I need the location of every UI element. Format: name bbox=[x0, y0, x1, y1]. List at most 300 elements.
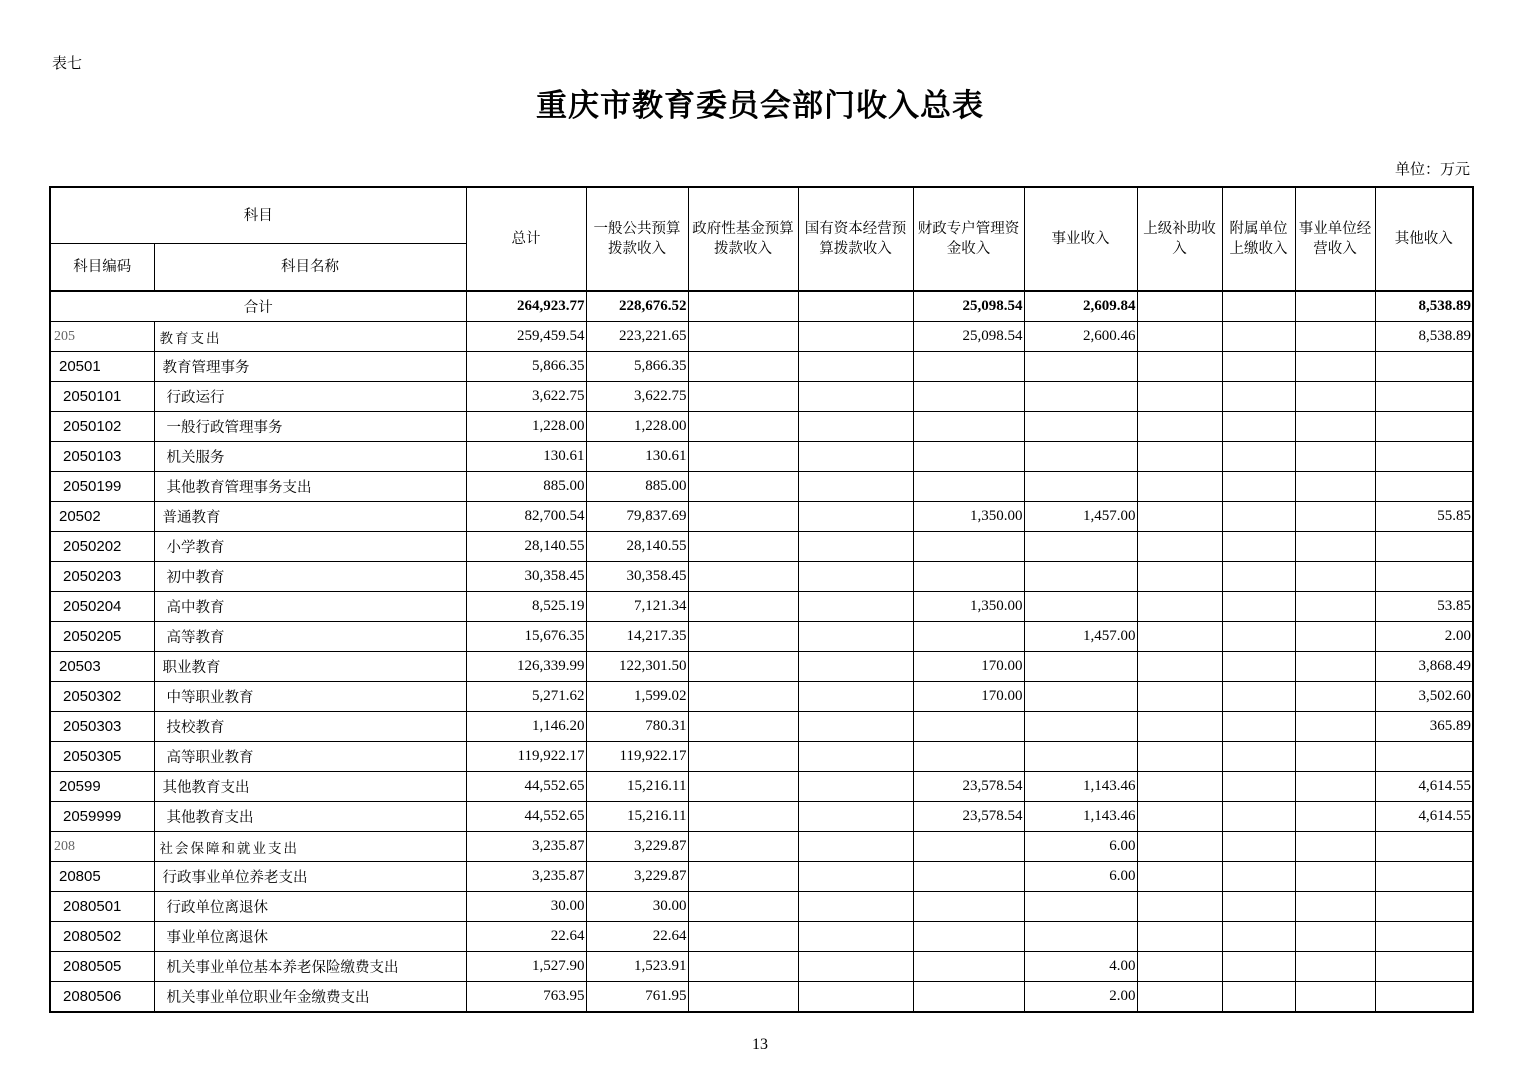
table-row bbox=[50, 442, 1473, 472]
value-cell: 5,271.62 bbox=[466, 682, 586, 712]
subject-code: 2050302 bbox=[50, 682, 154, 712]
value-cell bbox=[1222, 382, 1295, 412]
value-cell: 7,121.34 bbox=[586, 592, 688, 622]
value-cell: 15,216.11 bbox=[586, 772, 688, 802]
value-cell bbox=[798, 832, 913, 862]
value-cell bbox=[1295, 742, 1375, 772]
table-row bbox=[50, 562, 1473, 592]
value-cell bbox=[1222, 982, 1295, 1013]
value-cell bbox=[1375, 982, 1473, 1013]
value-cell: 15,216.11 bbox=[586, 802, 688, 832]
value-cell bbox=[1137, 322, 1222, 352]
value-cell bbox=[688, 562, 798, 592]
header-col-affiliated-units: 附属单位上缴收入 bbox=[1222, 187, 1295, 291]
value-cell bbox=[1295, 382, 1375, 412]
value-cell bbox=[1295, 682, 1375, 712]
value-cell: 82,700.54 bbox=[466, 502, 586, 532]
value-cell bbox=[798, 652, 913, 682]
value-cell: 6.00 bbox=[1024, 832, 1137, 862]
subject-name: 高等职业教育 bbox=[154, 742, 466, 772]
value-cell bbox=[1375, 412, 1473, 442]
subject-code: 2080502 bbox=[50, 922, 154, 952]
value-cell bbox=[1295, 562, 1375, 592]
value-cell: 1,143.46 bbox=[1024, 772, 1137, 802]
value-cell bbox=[798, 532, 913, 562]
value-cell bbox=[913, 862, 1024, 892]
value-cell: 170.00 bbox=[913, 682, 1024, 712]
value-cell bbox=[1137, 472, 1222, 502]
value-cell: 119,922.17 bbox=[586, 742, 688, 772]
value-cell bbox=[798, 712, 913, 742]
value-cell bbox=[913, 742, 1024, 772]
subject-name: 机关服务 bbox=[154, 442, 466, 472]
unit-label: 单位：万元 bbox=[1394, 160, 1470, 178]
value-cell bbox=[1024, 892, 1137, 922]
value-cell bbox=[1137, 592, 1222, 622]
value-cell: 1,350.00 bbox=[913, 502, 1024, 532]
value-cell: 1,457.00 bbox=[1024, 502, 1137, 532]
subject-code: 2050204 bbox=[50, 592, 154, 622]
value-cell: 30.00 bbox=[586, 892, 688, 922]
value-cell bbox=[798, 802, 913, 832]
value-cell: 3,502.60 bbox=[1375, 682, 1473, 712]
value-cell bbox=[688, 352, 798, 382]
total-value bbox=[1222, 291, 1295, 322]
subject-code: 2050102 bbox=[50, 412, 154, 442]
value-cell: 1,350.00 bbox=[913, 592, 1024, 622]
table-row bbox=[50, 472, 1473, 502]
value-cell bbox=[1295, 442, 1375, 472]
value-cell bbox=[913, 472, 1024, 502]
total-value: 264,923.77 bbox=[466, 291, 586, 322]
value-cell bbox=[688, 742, 798, 772]
value-cell: 1,143.46 bbox=[1024, 802, 1137, 832]
value-cell bbox=[1137, 412, 1222, 442]
value-cell: 30,358.45 bbox=[586, 562, 688, 592]
income-summary-table bbox=[49, 186, 1474, 1013]
value-cell bbox=[688, 442, 798, 472]
subject-name: 小学教育 bbox=[154, 532, 466, 562]
table-label: 表七 bbox=[52, 54, 83, 72]
value-cell bbox=[1137, 622, 1222, 652]
value-cell bbox=[1137, 952, 1222, 982]
value-cell bbox=[798, 322, 913, 352]
subject-name: 教育支出 bbox=[154, 322, 466, 352]
value-cell bbox=[1222, 322, 1295, 352]
value-cell bbox=[798, 742, 913, 772]
value-cell bbox=[1137, 562, 1222, 592]
value-cell bbox=[1222, 622, 1295, 652]
value-cell bbox=[913, 922, 1024, 952]
table-row bbox=[50, 412, 1473, 442]
value-cell bbox=[688, 472, 798, 502]
header-col-other-income: 其他收入 bbox=[1375, 187, 1473, 291]
table-row bbox=[50, 922, 1473, 952]
value-cell: 761.95 bbox=[586, 982, 688, 1013]
value-cell bbox=[1222, 862, 1295, 892]
subject-code: 2050305 bbox=[50, 742, 154, 772]
table-row bbox=[50, 502, 1473, 532]
value-cell bbox=[1295, 322, 1375, 352]
value-cell bbox=[798, 472, 913, 502]
table-row bbox=[50, 382, 1473, 412]
value-cell bbox=[798, 352, 913, 382]
value-cell bbox=[1295, 472, 1375, 502]
value-cell bbox=[1375, 892, 1473, 922]
value-cell bbox=[1222, 472, 1295, 502]
value-cell bbox=[1222, 562, 1295, 592]
value-cell bbox=[1137, 772, 1222, 802]
subject-name: 普通教育 bbox=[154, 502, 466, 532]
value-cell: 5,866.35 bbox=[586, 352, 688, 382]
subject-code: 2050205 bbox=[50, 622, 154, 652]
value-cell bbox=[688, 412, 798, 442]
value-cell bbox=[1222, 772, 1295, 802]
table-row bbox=[50, 712, 1473, 742]
value-cell: 1,228.00 bbox=[466, 412, 586, 442]
value-cell bbox=[1222, 592, 1295, 622]
subject-code: 2080501 bbox=[50, 892, 154, 922]
subject-code: 2050199 bbox=[50, 472, 154, 502]
subject-code: 2050101 bbox=[50, 382, 154, 412]
subject-name: 行政运行 bbox=[154, 382, 466, 412]
value-cell: 130.61 bbox=[466, 442, 586, 472]
value-cell bbox=[1222, 742, 1295, 772]
value-cell: 122,301.50 bbox=[586, 652, 688, 682]
subject-name: 技校教育 bbox=[154, 712, 466, 742]
table-row bbox=[50, 982, 1473, 1013]
value-cell bbox=[913, 712, 1024, 742]
value-cell bbox=[1024, 382, 1137, 412]
value-cell bbox=[688, 892, 798, 922]
table-row bbox=[50, 862, 1473, 892]
value-cell bbox=[1024, 442, 1137, 472]
subject-code: 2080505 bbox=[50, 952, 154, 982]
table-row bbox=[50, 802, 1473, 832]
value-cell bbox=[798, 682, 913, 712]
value-cell bbox=[913, 892, 1024, 922]
value-cell: 4.00 bbox=[1024, 952, 1137, 982]
value-cell bbox=[1295, 982, 1375, 1013]
value-cell: 79,837.69 bbox=[586, 502, 688, 532]
value-cell bbox=[1222, 802, 1295, 832]
header-col-special-account: 财政专户管理资金收入 bbox=[913, 187, 1024, 291]
value-cell: 4,614.55 bbox=[1375, 772, 1473, 802]
total-value bbox=[1137, 291, 1222, 322]
table-row bbox=[50, 652, 1473, 682]
table-row bbox=[50, 682, 1473, 712]
value-cell: 8,525.19 bbox=[466, 592, 586, 622]
table-row bbox=[50, 892, 1473, 922]
header-col-superior-subsidy: 上级补助收入 bbox=[1137, 187, 1222, 291]
value-cell bbox=[1222, 502, 1295, 532]
subject-code: 2050303 bbox=[50, 712, 154, 742]
value-cell bbox=[688, 862, 798, 892]
total-value bbox=[688, 291, 798, 322]
value-cell bbox=[1137, 382, 1222, 412]
value-cell bbox=[798, 862, 913, 892]
value-cell bbox=[688, 322, 798, 352]
value-cell bbox=[1024, 682, 1137, 712]
value-cell bbox=[1137, 652, 1222, 682]
subject-name: 行政事业单位养老支出 bbox=[154, 862, 466, 892]
value-cell bbox=[1222, 532, 1295, 562]
value-cell bbox=[1137, 442, 1222, 472]
value-cell bbox=[1295, 712, 1375, 742]
value-cell: 1,228.00 bbox=[586, 412, 688, 442]
value-cell bbox=[1295, 532, 1375, 562]
value-cell bbox=[1375, 742, 1473, 772]
header-row bbox=[50, 187, 1473, 244]
value-cell bbox=[1295, 592, 1375, 622]
value-cell: 1,146.20 bbox=[466, 712, 586, 742]
value-cell bbox=[1375, 472, 1473, 502]
value-cell bbox=[1024, 412, 1137, 442]
value-cell: 3,235.87 bbox=[466, 832, 586, 862]
value-cell: 3,622.75 bbox=[466, 382, 586, 412]
value-cell bbox=[1024, 352, 1137, 382]
value-cell: 885.00 bbox=[466, 472, 586, 502]
subject-code: 205 bbox=[50, 322, 154, 352]
subject-name: 教育管理事务 bbox=[154, 352, 466, 382]
value-cell bbox=[688, 592, 798, 622]
value-cell bbox=[1375, 922, 1473, 952]
value-cell bbox=[688, 382, 798, 412]
value-cell bbox=[1024, 742, 1137, 772]
value-cell bbox=[1222, 712, 1295, 742]
value-cell bbox=[1222, 352, 1295, 382]
value-cell bbox=[1137, 922, 1222, 952]
value-cell bbox=[688, 952, 798, 982]
value-cell bbox=[688, 922, 798, 952]
value-cell bbox=[798, 442, 913, 472]
value-cell bbox=[688, 802, 798, 832]
subject-code: 20805 bbox=[50, 862, 154, 892]
value-cell: 2.00 bbox=[1375, 622, 1473, 652]
total-value: 8,538.89 bbox=[1375, 291, 1473, 322]
value-cell: 30.00 bbox=[466, 892, 586, 922]
value-cell: 1,523.91 bbox=[586, 952, 688, 982]
value-cell bbox=[1137, 682, 1222, 712]
value-cell: 3,622.75 bbox=[586, 382, 688, 412]
subject-code: 2050203 bbox=[50, 562, 154, 592]
value-cell bbox=[1137, 982, 1222, 1013]
value-cell: 119,922.17 bbox=[466, 742, 586, 772]
value-cell: 223,221.65 bbox=[586, 322, 688, 352]
value-cell bbox=[913, 562, 1024, 592]
value-cell bbox=[1222, 892, 1295, 922]
value-cell: 259,459.54 bbox=[466, 322, 586, 352]
header-col-total: 总计 bbox=[466, 187, 586, 291]
subject-code: 20501 bbox=[50, 352, 154, 382]
value-cell bbox=[798, 982, 913, 1013]
subject-name: 一般行政管理事务 bbox=[154, 412, 466, 442]
value-cell: 53.85 bbox=[1375, 592, 1473, 622]
value-cell bbox=[1375, 862, 1473, 892]
subject-name: 其他教育支出 bbox=[154, 802, 466, 832]
value-cell bbox=[1137, 862, 1222, 892]
value-cell bbox=[1024, 472, 1137, 502]
header-subject-code: 科目编码 bbox=[50, 244, 154, 292]
value-cell: 4,614.55 bbox=[1375, 802, 1473, 832]
value-cell: 23,578.54 bbox=[913, 772, 1024, 802]
subject-code: 2080506 bbox=[50, 982, 154, 1013]
value-cell: 28,140.55 bbox=[466, 532, 586, 562]
value-cell bbox=[1137, 802, 1222, 832]
value-cell bbox=[1295, 772, 1375, 802]
value-cell bbox=[913, 532, 1024, 562]
table-row bbox=[50, 772, 1473, 802]
value-cell bbox=[798, 502, 913, 532]
value-cell bbox=[1375, 832, 1473, 862]
value-cell bbox=[913, 352, 1024, 382]
value-cell bbox=[913, 622, 1024, 652]
value-cell: 44,552.65 bbox=[466, 802, 586, 832]
value-cell: 44,552.65 bbox=[466, 772, 586, 802]
value-cell: 3,235.87 bbox=[466, 862, 586, 892]
value-cell: 3,868.49 bbox=[1375, 652, 1473, 682]
value-cell bbox=[798, 382, 913, 412]
table-row bbox=[50, 592, 1473, 622]
value-cell bbox=[1222, 442, 1295, 472]
value-cell bbox=[1024, 652, 1137, 682]
header-col-gov-fund: 政府性基金预算拨款收入 bbox=[688, 187, 798, 291]
value-cell bbox=[688, 832, 798, 862]
value-cell bbox=[1295, 952, 1375, 982]
value-cell bbox=[1375, 382, 1473, 412]
value-cell: 2,600.46 bbox=[1024, 322, 1137, 352]
page-number: 13 bbox=[752, 1036, 768, 1053]
value-cell bbox=[1137, 352, 1222, 382]
total-value: 25,098.54 bbox=[913, 291, 1024, 322]
subject-name: 高等教育 bbox=[154, 622, 466, 652]
table-row bbox=[50, 742, 1473, 772]
value-cell: 5,866.35 bbox=[466, 352, 586, 382]
subject-name: 初中教育 bbox=[154, 562, 466, 592]
value-cell bbox=[1222, 682, 1295, 712]
value-cell bbox=[1295, 862, 1375, 892]
value-cell bbox=[688, 682, 798, 712]
value-cell bbox=[688, 712, 798, 742]
value-cell: 23,578.54 bbox=[913, 802, 1024, 832]
value-cell: 22.64 bbox=[466, 922, 586, 952]
value-cell bbox=[1295, 412, 1375, 442]
value-cell bbox=[1375, 352, 1473, 382]
value-cell: 780.31 bbox=[586, 712, 688, 742]
value-cell bbox=[1137, 712, 1222, 742]
table-row bbox=[50, 352, 1473, 382]
page-title: 重庆市教育委员会部门收入总表 bbox=[536, 88, 984, 124]
value-cell bbox=[913, 952, 1024, 982]
value-cell bbox=[1295, 892, 1375, 922]
value-cell: 30,358.45 bbox=[466, 562, 586, 592]
total-row bbox=[50, 291, 1473, 322]
subject-code: 20503 bbox=[50, 652, 154, 682]
value-cell bbox=[798, 412, 913, 442]
table-row bbox=[50, 832, 1473, 862]
value-cell bbox=[798, 622, 913, 652]
subject-name: 中等职业教育 bbox=[154, 682, 466, 712]
value-cell bbox=[1295, 802, 1375, 832]
value-cell bbox=[913, 382, 1024, 412]
value-cell: 55.85 bbox=[1375, 502, 1473, 532]
value-cell: 14,217.35 bbox=[586, 622, 688, 652]
header-subject-group: 科目 bbox=[50, 187, 466, 244]
subject-name: 事业单位离退休 bbox=[154, 922, 466, 952]
value-cell bbox=[1375, 562, 1473, 592]
value-cell: 1,527.90 bbox=[466, 952, 586, 982]
total-label: 合计 bbox=[50, 291, 466, 322]
value-cell: 8,538.89 bbox=[1375, 322, 1473, 352]
subject-code: 2050202 bbox=[50, 532, 154, 562]
value-cell bbox=[1137, 892, 1222, 922]
value-cell bbox=[688, 502, 798, 532]
value-cell bbox=[798, 592, 913, 622]
subject-code: 208 bbox=[50, 832, 154, 862]
value-cell bbox=[1295, 922, 1375, 952]
value-cell bbox=[1222, 922, 1295, 952]
value-cell: 130.61 bbox=[586, 442, 688, 472]
value-cell bbox=[1375, 442, 1473, 472]
value-cell bbox=[798, 562, 913, 592]
total-value: 2,609.84 bbox=[1024, 291, 1137, 322]
value-cell: 126,339.99 bbox=[466, 652, 586, 682]
value-cell bbox=[913, 412, 1024, 442]
header-col-business-income: 事业收入 bbox=[1024, 187, 1137, 291]
value-cell bbox=[1222, 832, 1295, 862]
value-cell: 170.00 bbox=[913, 652, 1024, 682]
value-cell: 763.95 bbox=[466, 982, 586, 1013]
value-cell: 3,229.87 bbox=[586, 832, 688, 862]
value-cell bbox=[688, 652, 798, 682]
value-cell bbox=[1137, 502, 1222, 532]
subject-name: 社会保障和就业支出 bbox=[154, 832, 466, 862]
value-cell bbox=[913, 442, 1024, 472]
value-cell bbox=[1375, 952, 1473, 982]
value-cell bbox=[1137, 742, 1222, 772]
value-cell: 1,599.02 bbox=[586, 682, 688, 712]
subject-name: 机关事业单位基本养老保险缴费支出 bbox=[154, 952, 466, 982]
value-cell bbox=[1024, 712, 1137, 742]
value-cell bbox=[1024, 922, 1137, 952]
value-cell bbox=[1295, 832, 1375, 862]
value-cell: 2.00 bbox=[1024, 982, 1137, 1013]
total-value: 228,676.52 bbox=[586, 291, 688, 322]
table-row bbox=[50, 622, 1473, 652]
value-cell bbox=[1295, 652, 1375, 682]
value-cell bbox=[1024, 532, 1137, 562]
subject-name: 其他教育支出 bbox=[154, 772, 466, 802]
header-col-state-capital: 国有资本经营预算拨款收入 bbox=[798, 187, 913, 291]
value-cell bbox=[1375, 532, 1473, 562]
subject-name: 高中教育 bbox=[154, 592, 466, 622]
value-cell: 6.00 bbox=[1024, 862, 1137, 892]
value-cell: 1,457.00 bbox=[1024, 622, 1137, 652]
subject-name: 其他教育管理事务支出 bbox=[154, 472, 466, 502]
value-cell bbox=[1222, 412, 1295, 442]
value-cell bbox=[1024, 562, 1137, 592]
subject-name: 职业教育 bbox=[154, 652, 466, 682]
table-row bbox=[50, 532, 1473, 562]
header-subject-name: 科目名称 bbox=[154, 244, 466, 292]
value-cell: 15,676.35 bbox=[466, 622, 586, 652]
value-cell bbox=[1222, 952, 1295, 982]
subject-name: 行政单位离退休 bbox=[154, 892, 466, 922]
value-cell: 25,098.54 bbox=[913, 322, 1024, 352]
subject-name: 机关事业单位职业年金缴费支出 bbox=[154, 982, 466, 1013]
value-cell bbox=[798, 922, 913, 952]
value-cell bbox=[1137, 832, 1222, 862]
